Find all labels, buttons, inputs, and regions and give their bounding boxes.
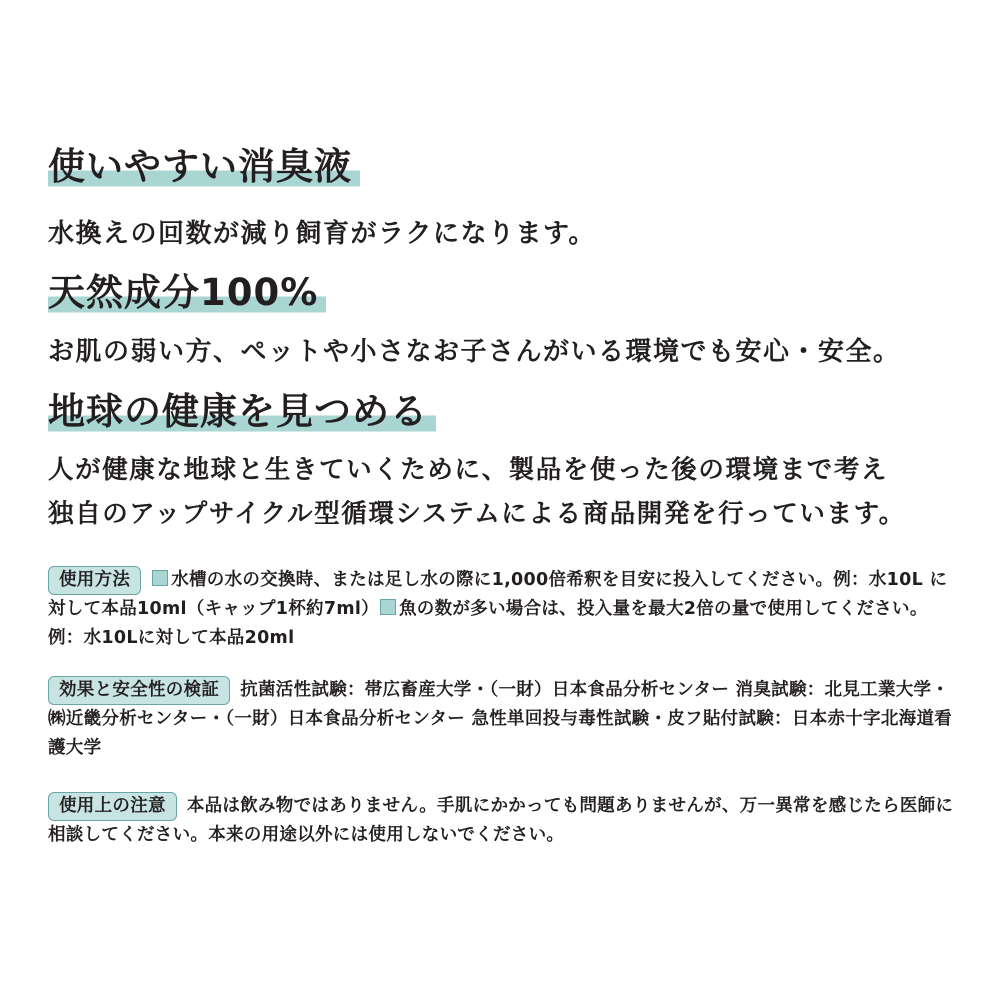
body-earth-health-line-2: 独自のアップサイクル型循環システムによる商品開発を行っています。 <box>48 499 906 529</box>
caution-text: 本品は飲み物ではありません。手肌にかかっても問題ありませんが、万一異常を感じたら医師に相談してください。本来の用途以外には使用しないでください。 <box>48 796 954 845</box>
headline-natural-ingredients: 天然成分100% <box>48 270 326 316</box>
headline-easy-deodorizer: 使いやすい消臭液 <box>48 144 360 190</box>
headline-earth-health: 地球の健康を見つめる <box>48 389 436 435</box>
subtext-natural-ingredients: お肌の弱い方、ペットや小さなお子さんがいる環境でも安心・安全。 <box>48 337 901 367</box>
subtext-easy-deodorizer: 水換えの回数が減り飼育がラクになります。 <box>48 219 596 249</box>
verification-text: 抗菌活性試験：帯広畜産大学・（一財）日本食品分析センター 消臭試験：北見工業大学・㈱近畿分析センター・（一財）日本食品分析センター 急性単回投与毒性試験・皮フ貼付試験：日本赤十字北海道看護大学 <box>48 680 953 758</box>
caution-label-badge: 使用上の注意 <box>48 792 177 821</box>
caution-section <box>48 792 958 850</box>
verification-section <box>48 676 958 762</box>
usage-text-1: 水槽の水の交換時、または足し水の際に1,000倍希釈を目安に投入してください。例：水10L に対して本品10ml（キャップ1杯約7ml） <box>48 570 948 619</box>
usage-label-badge: 使用方法 <box>48 566 141 595</box>
body-earth-health-line-1: 人が健康な地球と生きていくために、製品を使った後の環境まで考え <box>48 455 889 485</box>
teal-square-icon <box>152 570 168 586</box>
verification-label-badge: 効果と安全性の検証 <box>48 676 230 705</box>
teal-square-icon <box>380 599 396 615</box>
usage-section <box>48 566 958 652</box>
usage-text-2: 魚の数が多い場合は、投入量を最大2倍の量で使用してください。例：水10Lに対して本品20ml <box>48 599 928 648</box>
